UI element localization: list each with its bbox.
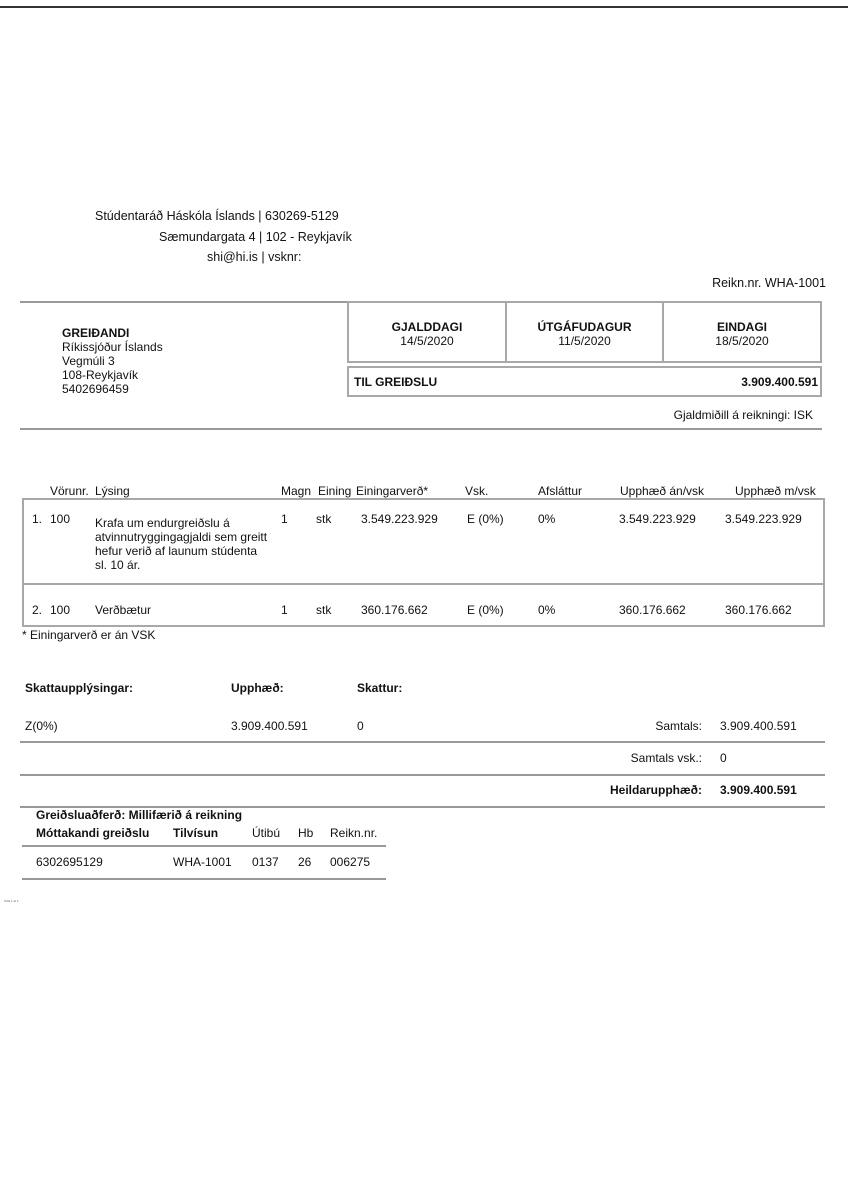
to-pay-value: 3.909.400.591	[741, 375, 818, 389]
col-amount-ex-vat: Upphæð án/vsk	[620, 484, 705, 498]
payment-method: Greiðsluaðferð: Millifærið á reikning	[36, 808, 243, 822]
items-row-divider	[24, 583, 823, 585]
item-1-description: Krafa um endurgreiðslu á atvinnutryggingagjaldi sem greitt hefur verið af launum stúdenta sl. 10 ár.	[95, 516, 268, 572]
tax-tax-label: Skattur:	[357, 681, 403, 695]
payment-rule-top	[22, 845, 386, 847]
issue-date-value: 11/5/2020	[558, 334, 611, 348]
item-2-unit-price: 360.176.662	[361, 603, 428, 617]
vat-total-value: 0	[720, 751, 727, 765]
payment-branch: 0137	[252, 855, 279, 869]
totals-rule-2	[20, 774, 825, 776]
payer-name: Ríkissjóður Íslands	[62, 340, 163, 354]
item-2-product-no: 100	[50, 603, 71, 617]
payer-street: Vegmúli 3	[62, 354, 115, 368]
item-2-amount-ex-vat: 360.176.662	[619, 603, 686, 617]
payment-col-account: Reikn.nr.	[330, 826, 378, 840]
item-1-amount-ex-vat: 3.549.223.929	[619, 512, 696, 526]
totals-rule-1	[20, 741, 825, 743]
payer-heading: GREIÐANDI	[62, 326, 130, 340]
col-product-no: Vörunr.	[50, 484, 89, 498]
tax-info-label: Skattaupplýsingar:	[25, 681, 134, 695]
subtotal-label: Samtals:	[655, 719, 702, 733]
payment-reference: WHA-1001	[173, 855, 232, 869]
header-bottom-rule	[20, 428, 822, 430]
item-1-discount: 0%	[538, 512, 556, 526]
item-1-line: 1.	[32, 512, 43, 526]
payment-recipient: 6302695129	[36, 855, 103, 869]
item-2-amount-inc-vat: 360.176.662	[725, 603, 792, 617]
item-1-quantity: 1	[281, 512, 288, 526]
grand-total-value: 3.909.400.591	[720, 783, 797, 797]
item-1-amount-inc-vat: 3.549.223.929	[725, 512, 802, 526]
item-2-discount: 0%	[538, 603, 556, 617]
item-1-product-no: 100	[50, 512, 71, 526]
subtotal-value: 3.909.400.591	[720, 719, 797, 733]
payment-col-reference: Tilvísun	[173, 826, 219, 840]
col-quantity: Magn	[281, 484, 312, 498]
payment-col-recipient: Móttakandi greiðslu	[36, 826, 150, 840]
seller-address-line: Sæmundargata 4 | 102 - Reykjavík	[159, 230, 352, 244]
item-2-unit: stk	[316, 603, 332, 617]
item-2-quantity: 1	[281, 603, 288, 617]
final-date-label: EINDAGI	[716, 320, 767, 334]
currency-note: Gjaldmiðill á reikningi: ISK	[673, 408, 813, 422]
col-vat: Vsk.	[465, 484, 489, 498]
seller-contact-line: shi@hi.is | vsknr:	[207, 250, 302, 264]
item-1-vat: E (0%)	[467, 512, 504, 526]
payment-rule-bottom	[22, 878, 386, 880]
item-2-line: 2.	[32, 603, 43, 617]
to-pay-label: TIL GREIÐSLU	[354, 375, 438, 389]
payer-city: 108-Reykjavík	[62, 368, 139, 382]
tax-row-tax: 0	[357, 719, 364, 733]
tax-amount-label: Upphæð:	[231, 681, 284, 695]
footnote: * Einingarverð er án VSK	[22, 628, 156, 642]
item-2-description: Verðbætur	[95, 603, 152, 617]
item-1-unit: stk	[316, 512, 332, 526]
final-date-value: 18/5/2020	[715, 334, 769, 348]
payment-account: 006275	[330, 855, 371, 869]
issue-date-label: ÚTGÁFUDAGUR	[537, 320, 632, 334]
col-unit-price: Einingarverð*	[356, 484, 429, 498]
due-date-value: 14/5/2020	[400, 334, 454, 348]
item-2-vat: E (0%)	[467, 603, 504, 617]
tax-row-code: Z(0%)	[25, 719, 58, 733]
page-top-border	[0, 6, 848, 8]
seller-name-line: Stúdentaráð Háskóla Íslands | 630269-5129	[95, 209, 339, 223]
col-unit: Eining	[318, 484, 352, 498]
col-amount-inc-vat: Upphæð m/vsk	[735, 484, 816, 498]
payer-id: 5402696459	[62, 382, 129, 396]
vat-total-label: Samtals vsk.:	[630, 751, 702, 765]
grand-total-label: Heildarupphæð:	[610, 783, 702, 797]
tax-row-amount: 3.909.400.591	[231, 719, 308, 733]
payment-col-hb: Hb	[298, 826, 314, 840]
payment-hb: 26	[298, 855, 312, 869]
item-1-unit-price: 3.549.223.929	[361, 512, 438, 526]
col-description: Lýsing	[95, 484, 130, 498]
payment-col-branch: Útibú	[252, 826, 281, 840]
col-discount: Afsláttur	[538, 484, 583, 498]
invoice-number: Reikn.nr. WHA-1001	[712, 276, 826, 290]
page-mark: Síða 1 af 1	[4, 899, 19, 903]
due-date-label: GJALDDAGI	[391, 320, 463, 334]
